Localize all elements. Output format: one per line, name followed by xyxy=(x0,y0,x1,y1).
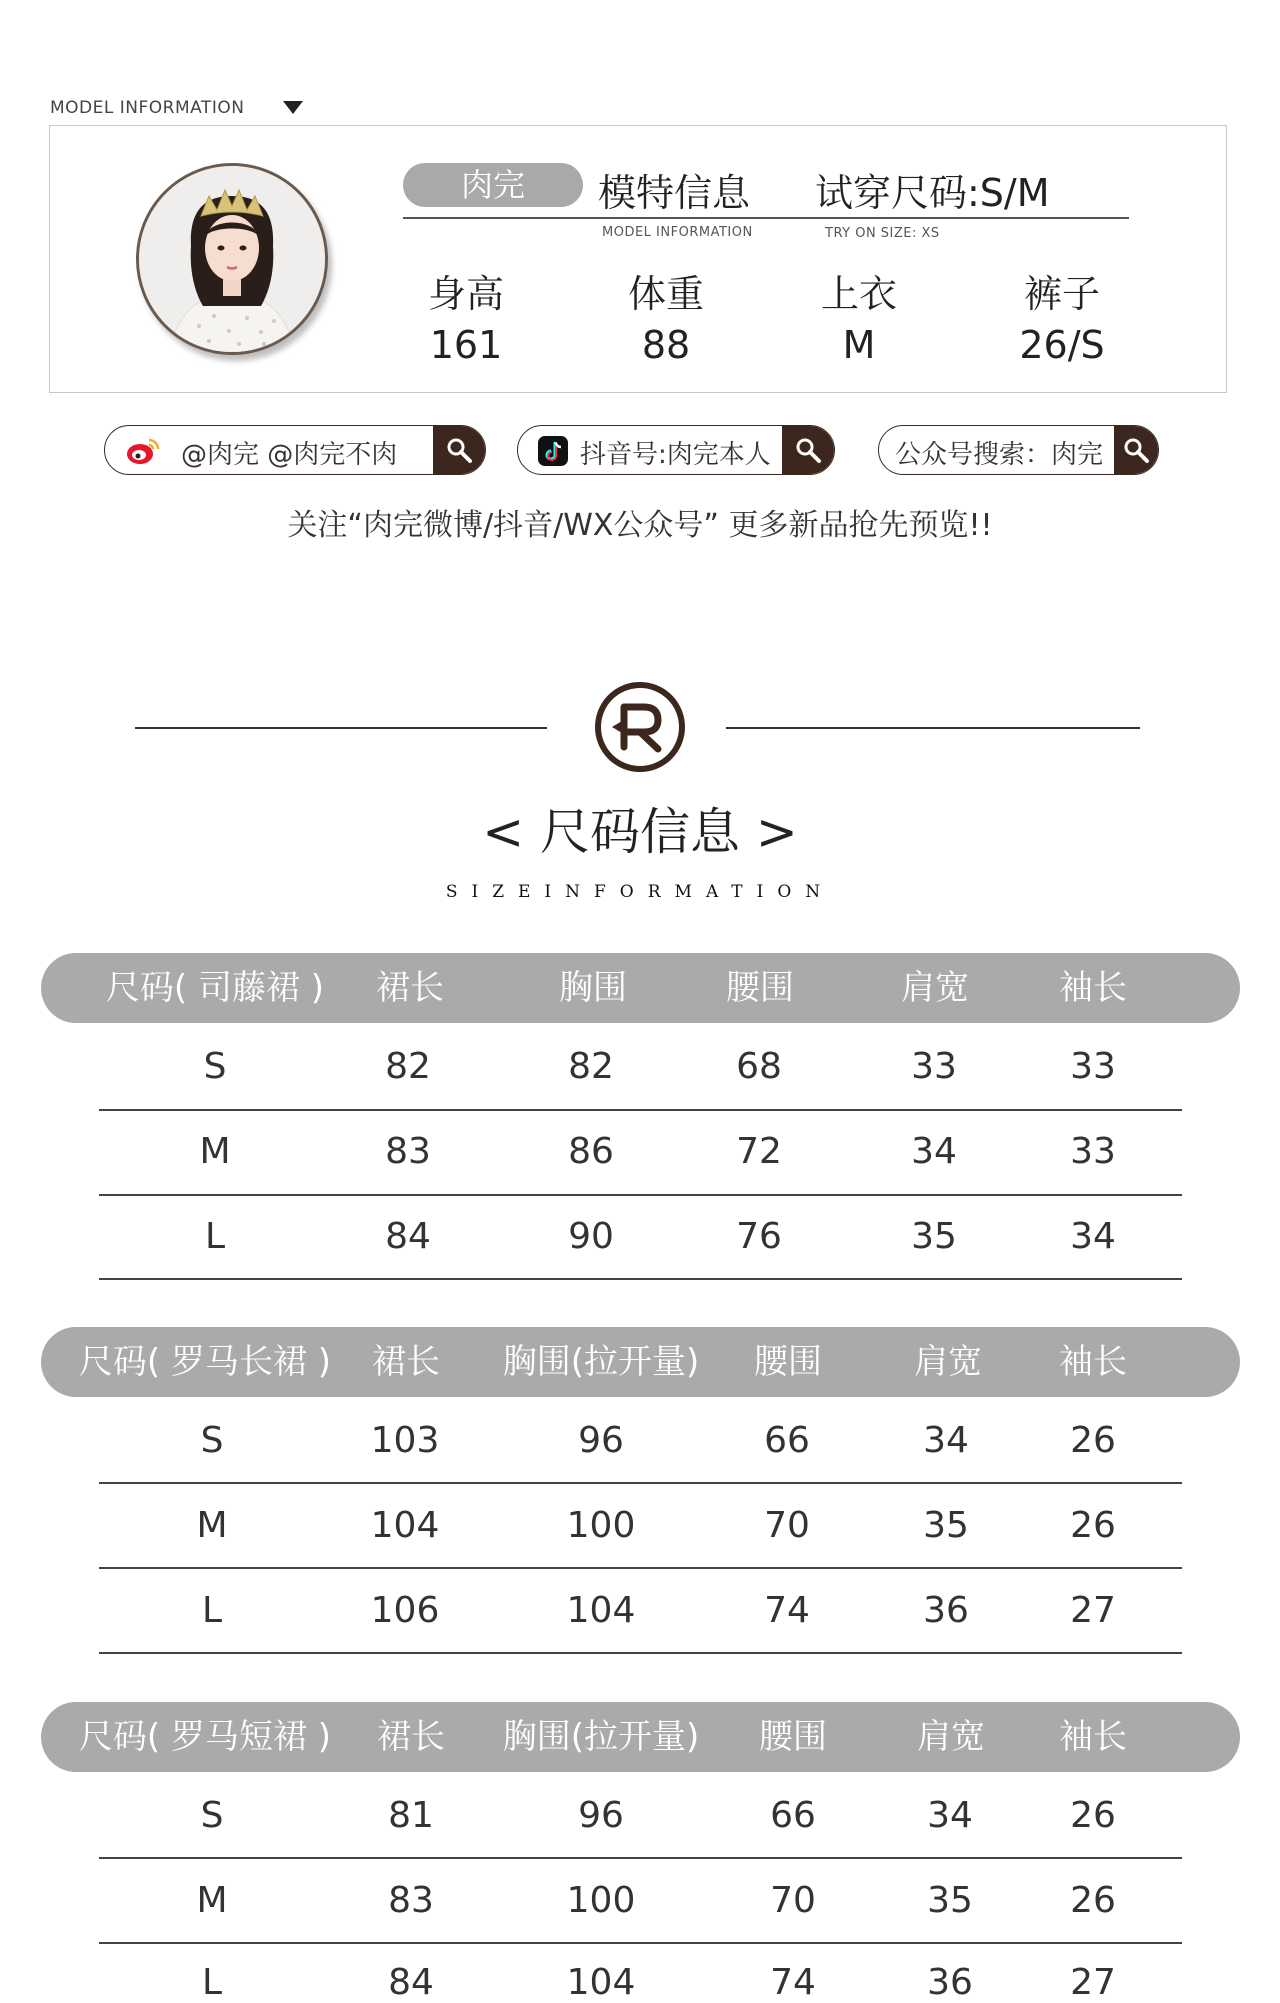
stat-value-height: 161 xyxy=(429,323,503,367)
value-cell: 26 xyxy=(1070,1795,1116,1836)
row-divider xyxy=(99,1857,1182,1859)
caret-down-icon xyxy=(283,101,303,114)
header-cell: 裙长 xyxy=(372,1342,440,1382)
wechat-search-button[interactable] xyxy=(1114,426,1158,474)
wechat-handle: 公众号搜索：肉完 xyxy=(895,440,1104,470)
header-cell: 袖长 xyxy=(1059,968,1127,1008)
header-cell: 腰围 xyxy=(759,1717,827,1757)
value-cell: 104 xyxy=(566,1962,636,2003)
value-cell: 36 xyxy=(923,1590,969,1631)
model-info-title: 模特信息 xyxy=(598,171,751,215)
header-cell: 肩宽 xyxy=(914,1342,982,1382)
size-cell: L xyxy=(204,1216,226,1257)
header-cell: 裙长 xyxy=(376,968,444,1008)
value-cell: 84 xyxy=(385,1216,431,1257)
header-cell: 胸围 xyxy=(559,968,627,1008)
value-cell: 76 xyxy=(736,1216,782,1257)
weibo-icon xyxy=(125,436,161,466)
value-cell: 103 xyxy=(370,1420,440,1461)
size-cell: L xyxy=(201,1962,223,2003)
row-divider xyxy=(99,1652,1182,1654)
divider-left xyxy=(135,727,547,729)
value-cell: 83 xyxy=(385,1131,431,1172)
header-cell: 腰围 xyxy=(754,1342,822,1382)
value-cell: 34 xyxy=(923,1420,969,1461)
value-cell: 84 xyxy=(388,1962,434,2003)
value-cell: 35 xyxy=(927,1880,973,1921)
header-cell: 尺码( 罗马长裙 ) xyxy=(78,1342,332,1382)
value-cell: 96 xyxy=(578,1420,624,1461)
value-cell: 86 xyxy=(568,1131,614,1172)
value-cell: 34 xyxy=(1070,1216,1116,1257)
header-cell: 胸围(拉开量) xyxy=(502,1342,700,1382)
search-icon xyxy=(445,436,473,464)
row-divider xyxy=(99,1567,1182,1569)
stat-label-weight: 体重 xyxy=(627,272,704,316)
weibo-search-button[interactable] xyxy=(433,426,485,474)
header-cell: 胸围(拉开量) xyxy=(502,1717,700,1757)
divider-right xyxy=(726,727,1140,729)
stat-value-pants: 26/S xyxy=(1019,323,1105,367)
brand-logo-icon xyxy=(594,681,686,773)
row-divider xyxy=(99,1109,1182,1111)
header-cell: 肩宽 xyxy=(901,968,969,1008)
header-cell: 腰围 xyxy=(726,968,794,1008)
value-cell: 26 xyxy=(1070,1505,1116,1546)
value-cell: 35 xyxy=(911,1216,957,1257)
value-cell: 34 xyxy=(911,1131,957,1172)
value-cell: 82 xyxy=(385,1046,431,1087)
value-cell: 36 xyxy=(927,1962,973,2003)
size-table-header xyxy=(41,1702,1240,1772)
size-cell: M xyxy=(196,1880,228,1921)
value-cell: 33 xyxy=(911,1046,957,1087)
value-cell: 104 xyxy=(370,1505,440,1546)
stat-value-weight: 88 xyxy=(641,323,691,367)
search-icon xyxy=(794,436,822,464)
value-cell: 74 xyxy=(764,1590,810,1631)
value-cell: 33 xyxy=(1070,1131,1116,1172)
follow-notice: 关注“肉完微博/抖音/WX公众号” 更多新品抢先预览!! xyxy=(287,508,993,543)
wechat-search-pill[interactable] xyxy=(878,425,1159,475)
value-cell: 66 xyxy=(764,1420,810,1461)
value-cell: 27 xyxy=(1070,1962,1116,2003)
value-cell: 26 xyxy=(1070,1420,1116,1461)
value-cell: 90 xyxy=(568,1216,614,1257)
model-name-pill: 肉完 xyxy=(403,163,583,207)
try-on-size: 试穿尺码:S/M xyxy=(815,171,1050,215)
size-cell: M xyxy=(196,1505,228,1546)
size-cell: S xyxy=(200,1420,224,1461)
value-cell: 96 xyxy=(578,1795,624,1836)
value-cell: 26 xyxy=(1070,1880,1116,1921)
header-cell: 袖长 xyxy=(1059,1342,1127,1382)
stat-label-top: 上衣 xyxy=(820,272,897,316)
weibo-search-pill[interactable] xyxy=(104,425,486,475)
size-table-header xyxy=(41,1327,1240,1397)
value-cell: 34 xyxy=(927,1795,973,1836)
value-cell: 74 xyxy=(770,1962,816,2003)
stat-label-pants: 裤子 xyxy=(1023,272,1100,316)
stat-label-height: 身高 xyxy=(427,272,504,316)
row-divider xyxy=(99,1194,1182,1196)
value-cell: 81 xyxy=(388,1795,434,1836)
value-cell: 66 xyxy=(770,1795,816,1836)
weibo-handle: @肉完 @肉完不肉 xyxy=(181,440,398,470)
value-cell: 100 xyxy=(566,1505,636,1546)
search-icon xyxy=(1122,436,1150,464)
value-cell: 70 xyxy=(764,1505,810,1546)
value-cell: 82 xyxy=(568,1046,614,1087)
value-cell: 35 xyxy=(923,1505,969,1546)
header-cell: 裙长 xyxy=(377,1717,445,1757)
header-cell: 尺码( 司藤裙 ) xyxy=(105,968,325,1008)
header-cell: 尺码( 罗马短裙 ) xyxy=(78,1717,332,1757)
value-cell: 83 xyxy=(388,1880,434,1921)
douyin-handle: 抖音号:肉完本人 xyxy=(580,440,771,470)
value-cell: 106 xyxy=(370,1590,440,1631)
try-on-subtitle: TRY ON SIZE: XS xyxy=(825,226,940,241)
stat-value-top: M xyxy=(842,323,876,367)
size-cell: M xyxy=(199,1131,231,1172)
douyin-search-button[interactable] xyxy=(782,426,834,474)
size-table-header xyxy=(41,953,1240,1023)
value-cell: 100 xyxy=(566,1880,636,1921)
header-cell: 袖长 xyxy=(1059,1717,1127,1757)
model-photo-icon xyxy=(139,166,325,352)
model-info-subtitle: MODEL INFORMATION xyxy=(602,225,753,240)
value-cell: 104 xyxy=(566,1590,636,1631)
divider xyxy=(403,217,1129,219)
value-cell: 68 xyxy=(736,1046,782,1087)
douyin-icon xyxy=(538,436,570,466)
douyin-search-pill[interactable] xyxy=(517,425,835,475)
section-title: < 尺码信息 > xyxy=(482,803,798,861)
size-cell: S xyxy=(203,1046,227,1087)
section-subtitle: SIZEINFORMATION xyxy=(445,882,835,902)
value-cell: 27 xyxy=(1070,1590,1116,1631)
value-cell: 33 xyxy=(1070,1046,1116,1087)
header-cell: 肩宽 xyxy=(917,1717,985,1757)
model-avatar xyxy=(136,163,328,355)
value-cell: 72 xyxy=(736,1131,782,1172)
row-divider xyxy=(99,1482,1182,1484)
row-divider xyxy=(99,1278,1182,1280)
row-divider xyxy=(99,1942,1182,1944)
value-cell: 70 xyxy=(770,1880,816,1921)
size-cell: S xyxy=(200,1795,224,1836)
size-cell: L xyxy=(201,1590,223,1631)
model-info-caption: MODEL INFORMATION xyxy=(50,98,245,118)
